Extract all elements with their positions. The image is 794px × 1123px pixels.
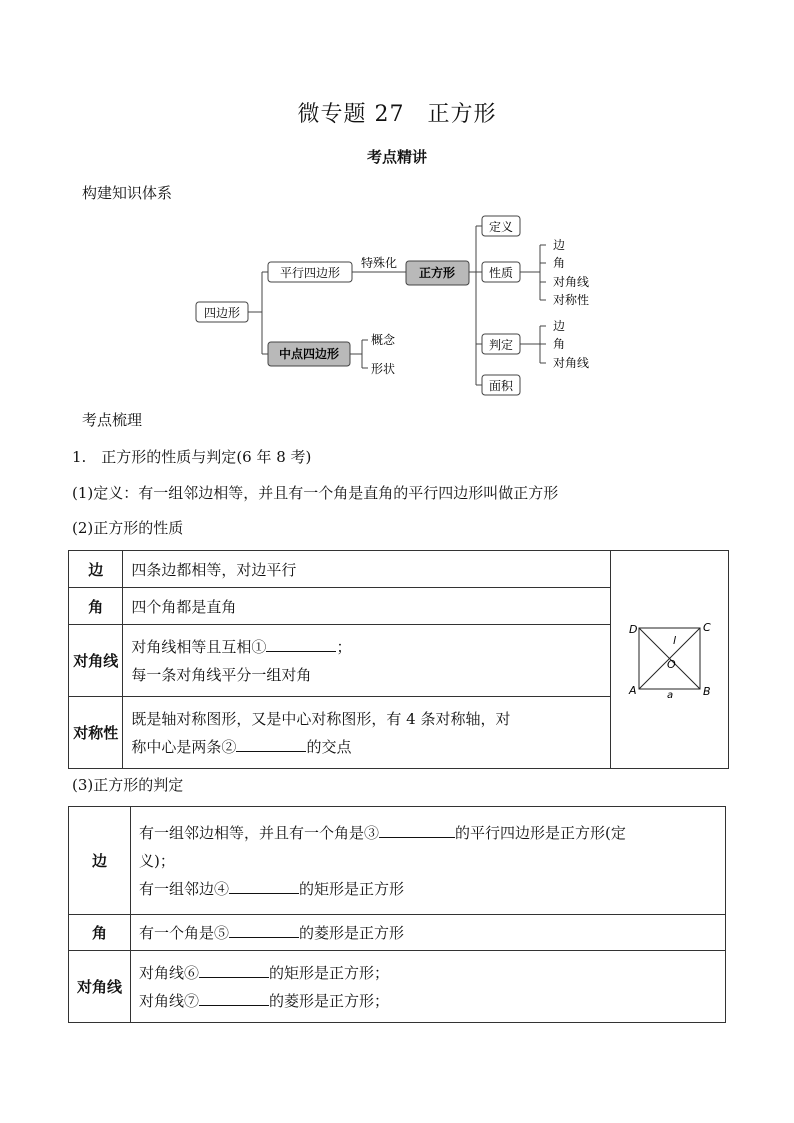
knowledge-mindmap bbox=[0, 0, 794, 420]
prop-sym-cell bbox=[123, 697, 611, 769]
figure-label-b: B bbox=[703, 684, 711, 698]
judge-side-text1c: 义)； bbox=[139, 851, 175, 870]
properties-table bbox=[68, 550, 729, 769]
figure-label-a: A bbox=[629, 683, 637, 697]
judgement-table bbox=[68, 806, 726, 1023]
mindmap-judgement-item: 角 bbox=[553, 337, 566, 351]
mindmap-area: 面积 bbox=[488, 379, 514, 393]
blank-number-1: ① bbox=[251, 637, 267, 656]
blank-5[interactable] bbox=[229, 923, 299, 938]
blank-number-7: ⑦ bbox=[184, 991, 200, 1010]
page-title: 微专题 27 正方形 bbox=[297, 102, 497, 127]
judge-diag-label: 对角线 bbox=[69, 951, 131, 1023]
prop-side-label: 边 bbox=[69, 551, 123, 588]
mindmap-concept: 概念 bbox=[371, 333, 396, 347]
blank-number-3: ③ bbox=[364, 823, 380, 842]
blank-number-5: ⑤ bbox=[214, 924, 230, 942]
figure-label-c: C bbox=[703, 620, 711, 634]
judge-side-text1b: 的平行四边形是正方形(定 bbox=[455, 823, 626, 842]
mindmap-midpoint-quad: 中点四边形 bbox=[278, 347, 340, 361]
prop-angle-text: 四个角都是直角 bbox=[123, 588, 611, 625]
judge-diag-text1b: 的矩形是正方形； bbox=[269, 963, 390, 982]
mindmap-parallelogram: 平行四边形 bbox=[279, 266, 341, 280]
mindmap-judgement-item: 边 bbox=[553, 319, 566, 333]
prop-sym-text3: 的交点 bbox=[306, 737, 352, 756]
mindmap-root: 四边形 bbox=[203, 306, 241, 320]
prop-sym-text2: 称中心是两条 bbox=[131, 737, 222, 756]
judge-diag-text1a: 对角线 bbox=[139, 963, 185, 982]
blank-3[interactable] bbox=[379, 823, 455, 838]
mindmap-square: 正方形 bbox=[418, 266, 456, 280]
mindmap-property-item: 角 bbox=[553, 256, 566, 270]
blank-number-6: ⑥ bbox=[184, 963, 200, 982]
figure-label-o: O bbox=[667, 657, 676, 671]
section-knowledge-system: 构建知识体系 bbox=[82, 184, 173, 202]
judge-angle-cell bbox=[131, 915, 726, 951]
judge-side-label: 边 bbox=[69, 807, 131, 915]
figure-label-l: l bbox=[673, 633, 677, 647]
judge-side-cell bbox=[131, 807, 726, 915]
blank-1[interactable] bbox=[266, 637, 336, 652]
mindmap-special: 特殊化 bbox=[360, 256, 398, 270]
square-figure-cell bbox=[611, 551, 729, 769]
point-1-heading: 1. 正方形的性质与判定(6 年 8 考) bbox=[72, 448, 312, 466]
judge-angle-label: 角 bbox=[69, 915, 131, 951]
judge-diag-text2a: 对角线 bbox=[139, 991, 185, 1010]
judgement-heading: (3)正方形的判定 bbox=[72, 776, 184, 794]
prop-diag-cell bbox=[123, 625, 611, 697]
judge-diag-text2b: 的菱形是正方形； bbox=[269, 991, 390, 1010]
square-figure bbox=[611, 618, 727, 698]
blank-number-2: ② bbox=[221, 737, 237, 756]
mindmap-judgement-item: 对角线 bbox=[553, 356, 590, 370]
judge-side-text2b: 的矩形是正方形 bbox=[299, 879, 405, 898]
prop-diag-semicolon: ； bbox=[336, 637, 352, 656]
mindmap-judgement: 判定 bbox=[488, 338, 514, 352]
blank-7[interactable] bbox=[199, 991, 269, 1006]
prop-diag-text2: 每一条对角线平分一组对角 bbox=[131, 665, 312, 684]
prop-angle-label: 角 bbox=[69, 588, 123, 625]
properties-heading: (2)正方形的性质 bbox=[72, 519, 184, 537]
figure-label-d: D bbox=[629, 622, 638, 636]
blank-number-4: ④ bbox=[214, 879, 230, 898]
judge-side-text2a: 有一组邻边 bbox=[139, 879, 215, 898]
figure-label-a-side: a bbox=[667, 689, 674, 698]
mindmap-property-item: 对角线 bbox=[553, 275, 590, 289]
mindmap-shape: 形状 bbox=[371, 362, 396, 376]
section-points: 考点梳理 bbox=[82, 411, 143, 429]
judge-diag-cell bbox=[131, 951, 726, 1023]
prop-sym-label: 对称性 bbox=[69, 697, 123, 769]
prop-diag-text1: 对角线相等且互相 bbox=[131, 637, 252, 656]
definition-line: (1)定义：有一组邻边相等，并且有一个角是直角的平行四边形叫做正方形 bbox=[72, 484, 559, 502]
blank-4[interactable] bbox=[229, 879, 299, 894]
prop-side-text: 四条边都相等，对边平行 bbox=[123, 551, 611, 588]
judge-side-text1a: 有一组邻边相等，并且有一个角是 bbox=[139, 823, 365, 842]
mindmap-definition: 定义 bbox=[488, 220, 514, 234]
blank-6[interactable] bbox=[199, 963, 269, 978]
judge-angle-text-a: 有一个角是 bbox=[139, 924, 215, 942]
blank-2[interactable] bbox=[236, 737, 306, 752]
mindmap-property: 性质 bbox=[488, 266, 514, 280]
page-subtitle: 考点精讲 bbox=[366, 148, 427, 166]
mindmap-property-item: 对称性 bbox=[553, 293, 590, 307]
prop-diag-label: 对角线 bbox=[69, 625, 123, 697]
prop-sym-text1: 既是轴对称图形，又是中心对称图形，有 4 条对称轴，对 bbox=[131, 709, 511, 728]
mindmap-property-item: 边 bbox=[553, 238, 566, 252]
judge-angle-text-b: 的菱形是正方形 bbox=[299, 924, 405, 942]
